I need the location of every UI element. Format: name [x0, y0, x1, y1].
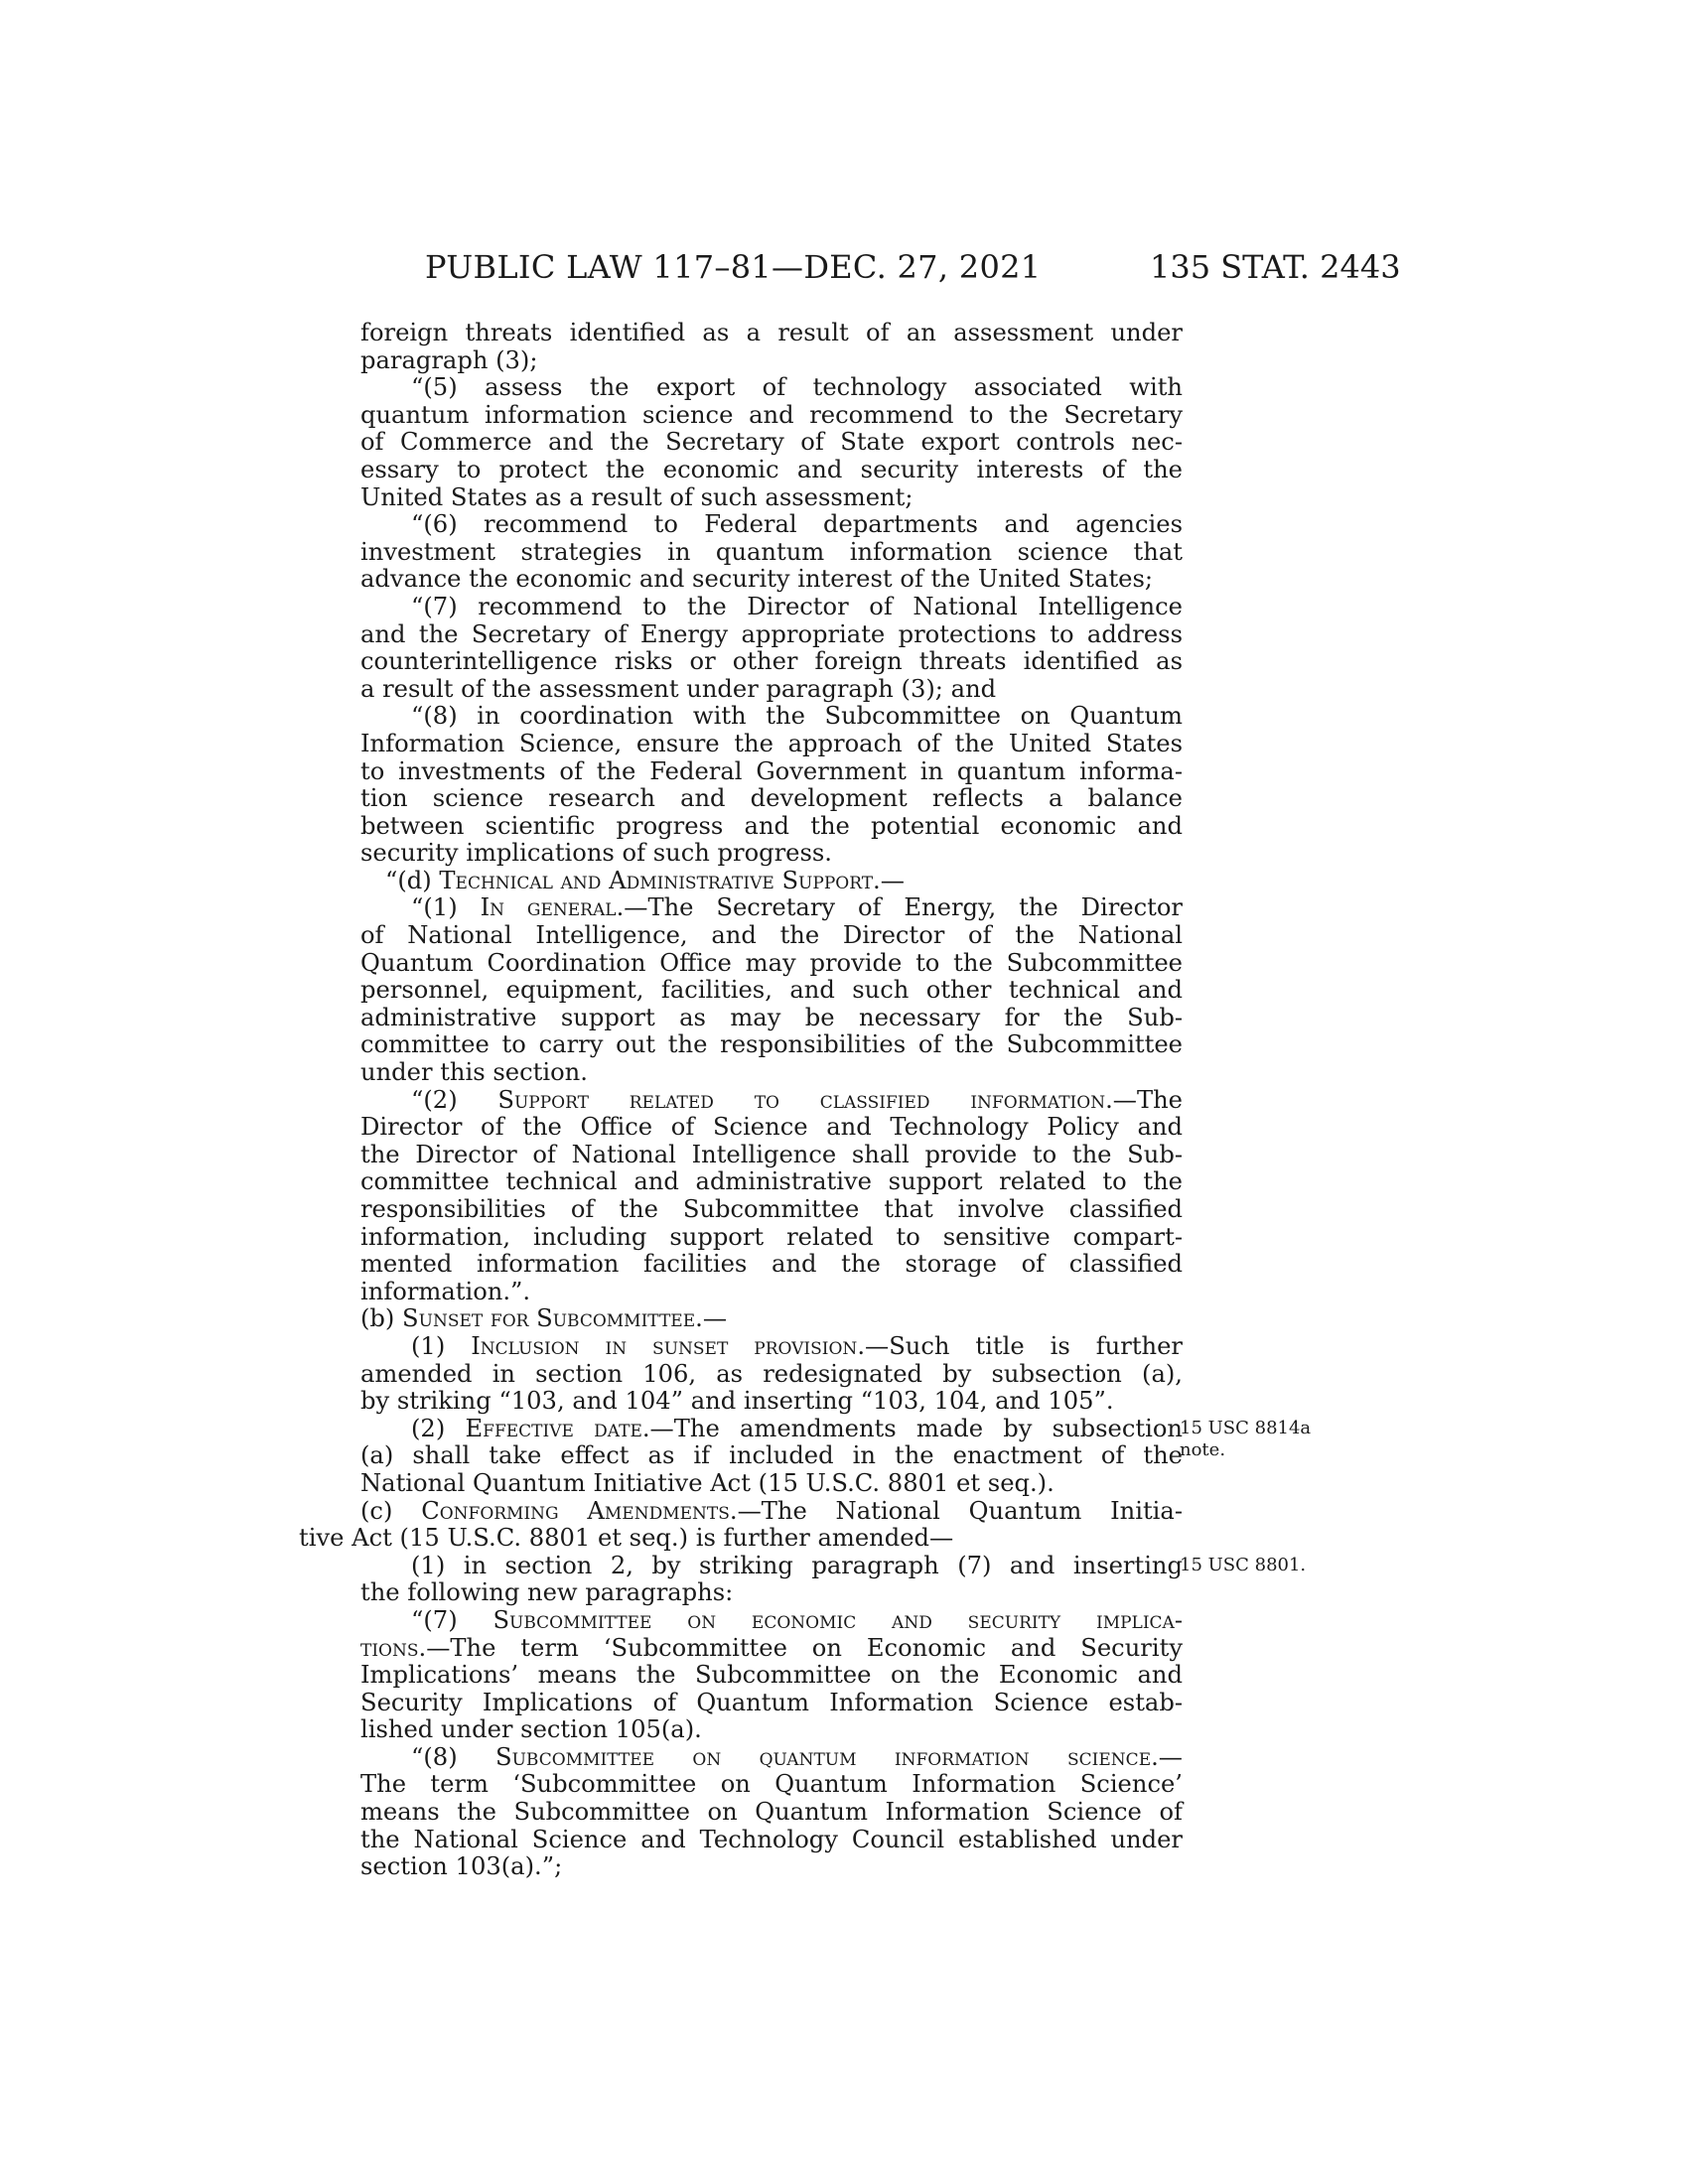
text-line: Quantum Coordination Office may provide to the Subcommittee	[360, 948, 1183, 977]
heading-small-caps: Support related to classified information	[497, 1085, 1106, 1114]
text-line: section 103(a).”;	[360, 1852, 563, 1881]
heading-small-caps: Technical and Administrative Support	[439, 866, 874, 894]
section-heading	[360, 868, 1183, 895]
text-line: “(7) recommend to the Director of National Intelligence	[411, 592, 1183, 620]
text-line: advance the economic and security interest of the United States;	[360, 565, 1154, 594]
text-line: lished under section 105(a).	[360, 1715, 702, 1744]
text-line: security implications of such progress.	[360, 839, 832, 868]
page-header-stat: 135 STAT. 2443	[1150, 248, 1401, 286]
text-run: “(d)	[385, 866, 440, 894]
text-line: “(8) in coordination with the Subcommittee on Quantum	[411, 702, 1183, 731]
paragraph-heading	[360, 894, 1183, 922]
heading-small-caps: tions	[360, 1633, 419, 1662]
text-run: (1)	[411, 1331, 472, 1360]
text-line: quantum information science and recommend to the Secretary	[360, 400, 1183, 429]
text-line: tion science research and development reflects a balance	[360, 784, 1183, 813]
text-line: to investments of the Federal Government in quantum informa-	[360, 756, 1183, 785]
text-line: of Commerce and the Secretary of State export controls nec-	[360, 428, 1183, 457]
text-line: “(5) assess the export of technology associated with	[411, 373, 1183, 402]
heading-small-caps: Inclusion in sunset provision	[471, 1331, 858, 1360]
text-line: information.”.	[360, 1277, 531, 1305]
text-run: .—Such title is further	[857, 1331, 1183, 1360]
text-line: (1) in section 2, by striking paragraph (7) and inserting	[411, 1551, 1183, 1579]
text-line: Security Implications of Quantum Information Science estab-	[360, 1688, 1183, 1716]
text-line: responsibilities of the Subcommittee that involve classified	[360, 1195, 1183, 1223]
text-line: of National Intelligence, and the Director of the National	[360, 921, 1183, 950]
text-line: United States as a result of such assessment;	[360, 482, 914, 511]
heading-small-caps: Sunset for Subcommittee	[402, 1304, 696, 1333]
text-run: “(2)	[411, 1085, 498, 1114]
text-run: .—The	[1105, 1085, 1183, 1114]
paragraph-heading	[360, 1416, 1183, 1443]
text-line: Implications’ means the Subcommittee on the Economic and	[360, 1661, 1183, 1690]
body-text	[299, 319, 1183, 1881]
paragraph-heading	[360, 1635, 1183, 1663]
text-line: counterintelligence risks or other foreign threats identified as	[360, 647, 1183, 676]
text-line: amended in section 106, as redesignated by subsection (a),	[360, 1359, 1183, 1388]
text-line: National Quantum Initiative Act (15 U.S.C. 8801 et seq.).	[360, 1468, 1055, 1497]
text-line: means the Subcommittee on Quantum Information Science of	[360, 1798, 1183, 1827]
text-line: the National Science and Technology Council established under	[360, 1825, 1183, 1853]
text-line: administrative support as may be necessary for the Sub-	[360, 1003, 1183, 1031]
paragraph-heading	[360, 1087, 1183, 1115]
text-run: (2)	[411, 1414, 466, 1442]
text-line: foreign threats identified as a result of an assessment under	[360, 319, 1183, 346]
text-line: (a) shall take effect as if included in the enactment of the	[360, 1441, 1183, 1470]
text-line: the following new paragraphs:	[360, 1578, 734, 1607]
text-run: .—	[1151, 1742, 1183, 1771]
text-line: investment strategies in quantum information science that	[360, 537, 1183, 566]
text-run: “(8)	[411, 1742, 496, 1771]
text-line: committee to carry out the responsibilities of the Subcommittee	[360, 1030, 1183, 1059]
paragraph-heading	[360, 1744, 1183, 1772]
text-run: .—The National Quantum Initia-	[729, 1496, 1183, 1525]
text-line: mented information facilities and the storage of classified	[360, 1250, 1183, 1279]
text-line: Director of the Office of Science and Technology Policy and	[360, 1113, 1183, 1142]
text-run: (b)	[360, 1304, 403, 1333]
text-line: under this section.	[360, 1058, 588, 1087]
heading-small-caps: Subcommittee on economic and security implica-	[492, 1605, 1183, 1634]
text-line: The term ‘Subcommittee on Quantum Information Science’	[360, 1770, 1183, 1799]
text-line: committee technical and administrative support related to the	[360, 1167, 1183, 1196]
margin-note-usc-8801: 15 USC 8801.	[1180, 1555, 1307, 1575]
text-line: between scientific progress and the potential economic and	[360, 811, 1183, 840]
text-run: “(1)	[411, 893, 481, 922]
text-line: tive Act (15 U.S.C. 8801 et seq.) is further amended—	[299, 1524, 954, 1553]
paragraph-heading	[360, 1607, 1183, 1635]
text-run: .—The amendments made by subsection	[641, 1414, 1183, 1442]
paragraph-heading	[360, 1333, 1183, 1361]
text-line: paragraph (3);	[360, 345, 538, 374]
page-header-title: PUBLIC LAW 117–81—DEC. 27, 2021	[425, 248, 1042, 286]
text-run: “(7)	[411, 1605, 493, 1634]
heading-small-caps: Conforming Amendments	[421, 1496, 730, 1525]
text-line: “(6) recommend to Federal departments and agencies	[411, 510, 1183, 539]
heading-small-caps: In general	[480, 893, 617, 922]
heading-small-caps: Subcommittee on quantum information science	[495, 1742, 1152, 1771]
text-run: .—The term ‘Subcommittee on Economic and Security	[418, 1633, 1183, 1662]
text-line: information, including support related to sensitive compart-	[360, 1222, 1183, 1251]
margin-note-line: note.	[1180, 1439, 1226, 1460]
section-heading	[360, 1305, 1183, 1333]
text-run: .—The Secretary of Energy, the Director	[616, 893, 1183, 922]
text-line: essary to protect the economic and security interests of the	[360, 455, 1183, 483]
text-line: the Director of National Intelligence shall provide to the Sub-	[360, 1140, 1183, 1168]
text-line: personnel, equipment, facilities, and such other technical and	[360, 976, 1183, 1005]
heading-small-caps: Effective date	[465, 1414, 642, 1442]
section-heading	[360, 1498, 1183, 1526]
text-line: Information Science, ensure the approach of the United States	[360, 729, 1183, 757]
text-run: .—	[695, 1304, 728, 1333]
text-line: and the Secretary of Energy appropriate protections to address	[360, 619, 1183, 648]
text-line: by striking “103, and 104” and inserting “103, 104, and 105”.	[360, 1387, 1114, 1416]
margin-note-usc-8814a	[1180, 1418, 1311, 1461]
margin-note-line: 15 USC 8814a	[1180, 1418, 1312, 1438]
text-run: .—	[873, 866, 905, 894]
text-line: a result of the assessment under paragraph (3); and	[360, 674, 997, 703]
text-run: (c)	[360, 1496, 422, 1525]
